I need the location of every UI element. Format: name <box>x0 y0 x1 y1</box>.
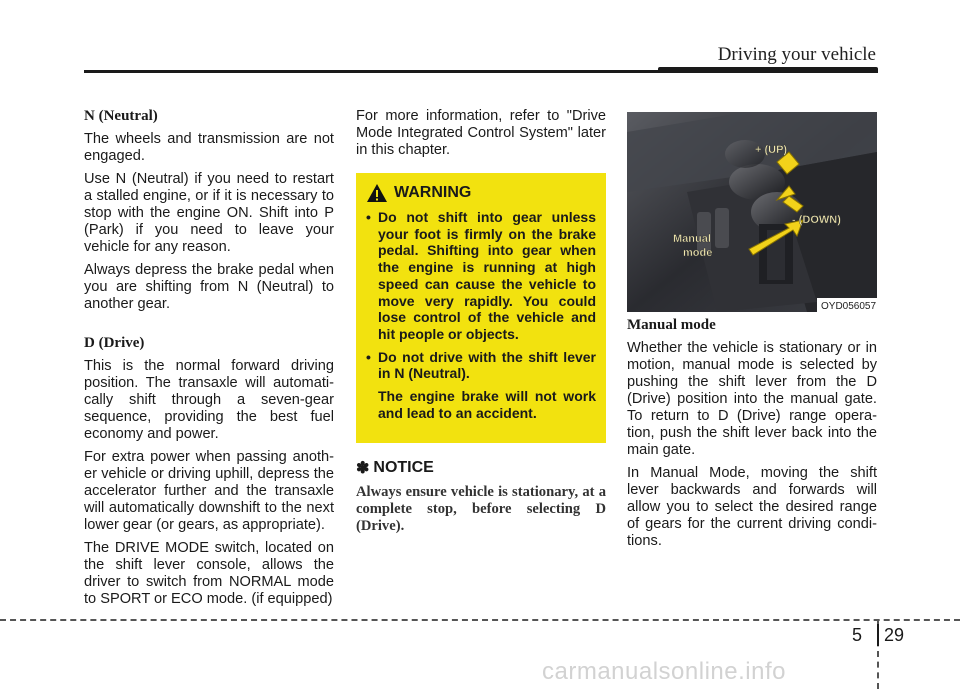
neutral-heading: N (Neutral) <box>84 108 158 124</box>
warning-item-2: • Do not drive with the shift lever in N (Neutral). <box>366 348 596 382</box>
photo-label-manual: Manual <box>673 233 711 245</box>
header-rule-accent <box>658 67 878 72</box>
page-number: 29 <box>884 625 905 645</box>
page-number-separator <box>877 624 879 646</box>
neutral-paragraph-3: Always depress the brake pedal when you are shifting from N (Neutral) to another gear. <box>84 262 334 312</box>
photo-code: OYD056057 <box>821 301 877 312</box>
notice-title: NOTICE <box>373 459 434 476</box>
warning-item-1-text: Do not shift into gear unless your foot is firmly on the brake pedal. Shifting into gear when the engine is running at high speed can cause the vehicle to move very rapidly. You could lose control of the vehicle and hit people or objects. <box>378 209 596 342</box>
footer-rule <box>0 619 960 621</box>
watermark: carmanualsonline.info <box>542 658 786 685</box>
notice-star-icon: ✽ <box>356 460 370 477</box>
column-1 <box>84 108 334 614</box>
photo-label-up: + (UP) <box>755 144 788 156</box>
warning-item-1: • Do not shift into gear unless your foot is firmly on the brake pedal. Shifting into gear when the engine is running at high speed can cause the vehicle to move very rapidly. You could lose control of the vehicle and hit people or objects. <box>366 209 596 342</box>
drive-paragraph-1: This is the normal forward driving position. The transaxle will automati-cally shift through a seven-gear sequence, providing the best fuel economy and power. <box>84 358 334 442</box>
photo-label-down: - (DOWN) <box>792 214 841 226</box>
warning-item-2-text: Do not drive with the shift lever in N (Neutral). <box>378 348 596 382</box>
column-2 <box>356 108 606 165</box>
shift-lever-illustration <box>627 112 877 312</box>
notice-box <box>356 458 606 535</box>
shift-lever-photo <box>627 112 877 312</box>
column-3 <box>627 317 877 556</box>
drive-paragraph-2: For extra power when passing anoth-er vehicle or driving uphill, depress the accelerator further and the transaxle will automatically downshift to the next lower gear (or gears, as appropriate). <box>84 449 334 533</box>
drive-heading: D (Drive) <box>84 335 145 351</box>
page-section-number: 5 <box>852 625 863 645</box>
photo-label-mode: mode <box>683 247 713 259</box>
drive-paragraph-3: The DRIVE MODE switch, located on the shift lever console, allows the driver to switch from NORMAL mode to SPORT or ECO mode. (if equipped) <box>84 540 334 607</box>
drive-mode-reference: For more information, refer to "Drive Mode Integrated Control System" later in this chapter. <box>356 108 606 158</box>
section-title: Driving your vehicle <box>717 44 876 65</box>
neutral-paragraph-1: The wheels and transmission are not engaged. <box>84 131 334 164</box>
neutral-paragraph-2: Use N (Neutral) if you need to restart a stalled engine, or if it is necessary to stop with the engine ON. Shift into P (Park) if you need to leave your vehicle for any reason. <box>84 171 334 255</box>
warning-triangle-icon <box>366 183 388 203</box>
manual-mode-paragraph-2: In Manual Mode, moving the shift lever backwards and forwards will allow you to select the desired range of gears for the current driving condi-tions. <box>627 465 877 549</box>
warning-item-2-subtext: The engine brake will not work and lead to an accident. <box>378 388 596 421</box>
warning-box <box>356 173 606 443</box>
warning-title: WARNING <box>394 184 472 201</box>
notice-text: Always ensure vehicle is stationary, at a complete stop, before selecting D (Drive). <box>356 484 606 534</box>
manual-mode-paragraph-1: Whether the vehicle is stationary or in motion, manual mode is selected by pushing the shift lever from the D (Drive) position into the manual gate. To return to D (Drive) range opera-tion, push the shift lever back into the main gate. <box>627 340 877 458</box>
manual-mode-heading: Manual mode <box>627 317 716 333</box>
